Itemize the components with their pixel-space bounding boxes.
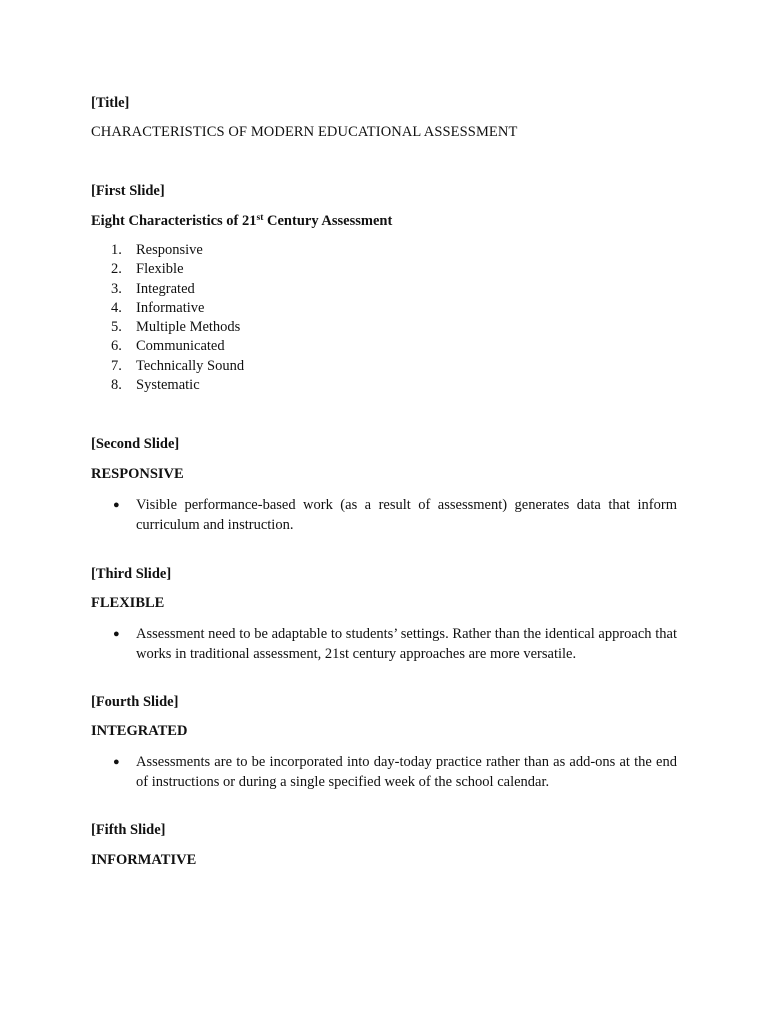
- list-item-number: 2.: [111, 261, 122, 278]
- list-item-number: 3.: [111, 280, 122, 297]
- first-slide-heading: [91, 212, 392, 230]
- list-item-text: Informative: [136, 299, 205, 316]
- list-item-number: 4.: [111, 299, 122, 316]
- third-slide-heading: FLEXIBLE: [91, 595, 165, 611]
- first-slide-marker: [First Slide]: [91, 183, 165, 199]
- bullet-icon: ●: [113, 756, 120, 768]
- list-item-text: Flexible: [136, 261, 184, 278]
- list-item-text: Multiple Methods: [136, 319, 241, 336]
- list-item-number: 1.: [111, 242, 122, 258]
- list-item-text: Communicated: [136, 338, 225, 355]
- second-slide-heading: RESPONSIVE: [91, 466, 184, 482]
- first-slide-heading-sup: st: [256, 213, 264, 223]
- list-item-number: 5.: [111, 319, 122, 336]
- bullet-icon: ●: [113, 628, 120, 640]
- list-item-number: 7.: [111, 357, 122, 374]
- fourth-slide-heading: INTEGRATED: [91, 723, 188, 739]
- fourth-slide-marker: [Fourth Slide]: [91, 694, 179, 710]
- list-item-number: 8.: [111, 377, 122, 394]
- third-slide-marker: [Third Slide]: [91, 566, 172, 582]
- list-item-number: 6.: [111, 338, 122, 355]
- third-slide-bullet-text: Assessment need to be adaptable to students’ settings. Rather than the identical approach that works in traditional assessment, 21st century approaches are more versatile.: [136, 626, 677, 662]
- fifth-slide-marker: [Fifth Slide]: [91, 822, 166, 838]
- list-item-text: Responsive: [136, 242, 203, 258]
- fourth-slide-bullet-text: Assessments are to be incorporated into day-today practice rather than as add-ons at the end of instructions or during a single specified week of the school calendar.: [136, 754, 677, 790]
- list-item-text: Integrated: [136, 280, 195, 297]
- second-slide-bullet-text: Visible performance-based work (as a result of assessment) generates data that inform curriculum and instruction.: [136, 497, 677, 533]
- document-title: CHARACTERISTICS OF MODERN EDUCATIONAL ASSESSMENT: [91, 124, 518, 140]
- first-slide-heading-pre: Eight Characteristics of 21: [91, 213, 257, 229]
- first-slide-heading-post: Century Assessment: [263, 213, 393, 229]
- list-item-text: Technically Sound: [136, 357, 245, 374]
- fifth-slide-heading: INFORMATIVE: [91, 852, 197, 868]
- second-slide-marker: [Second Slide]: [91, 436, 180, 452]
- list-item-text: Systematic: [136, 377, 200, 394]
- title-marker: [Title]: [91, 95, 130, 111]
- bullet-icon: ●: [113, 499, 120, 511]
